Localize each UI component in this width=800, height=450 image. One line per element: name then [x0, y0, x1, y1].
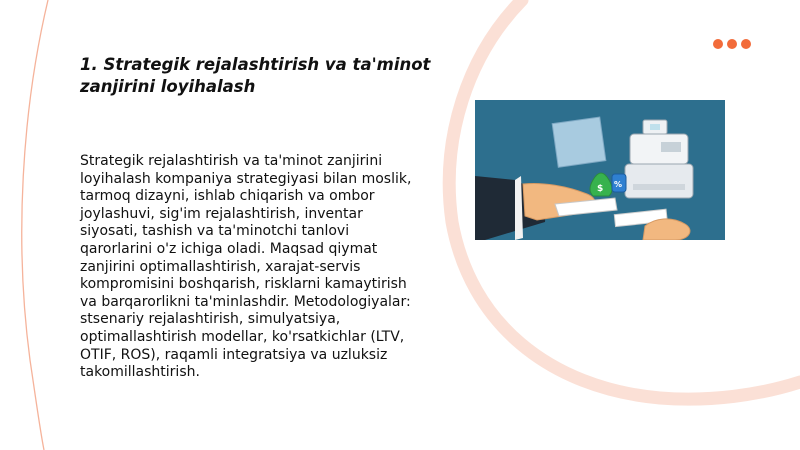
slide-body-text: Strategik rejalashtirish va ta'minot zanjirini loyihalash kompaniya strategiyasi bilan moslik, tarmoq dizayni, ishlab chiqarish va ombor joylashuvi, sig'im rejalashtirish, inventar siyosati, tashish va ta'minotchi tanlovi qarorlarini o'z ichiga oladi. Maqsad qiymat zanjirini optimallashtirish, xarajat-servis kompromisini boshqarish, risklarni kamaytirish va barqarorlikni ta'minlashdir. Metodologiyalar: stsenariy rejalashtirish, simulyatsiya, optimallashtirish modellar, ko'rsatkichlar (LTV, OTIF, ROS), raqamli integratsiya va uzluksiz takomillashtirish.: [80, 153, 412, 381]
dot-icon: [741, 39, 751, 49]
slide-title: 1. Strategik rejalashtirish va ta'minot zanjirini loyihalash: [80, 55, 431, 96]
card-image: [552, 117, 606, 167]
percent-symbol: %: [614, 180, 623, 189]
cash-register-payment-illustration: [475, 100, 725, 240]
left-thin-arc: [22, 0, 48, 450]
dot-icon: [727, 39, 737, 49]
three-dots-icon: [713, 39, 751, 49]
dollar-symbol: $: [597, 184, 604, 194]
percent-tag-icon: [612, 174, 626, 192]
dot-icon: [713, 39, 723, 49]
